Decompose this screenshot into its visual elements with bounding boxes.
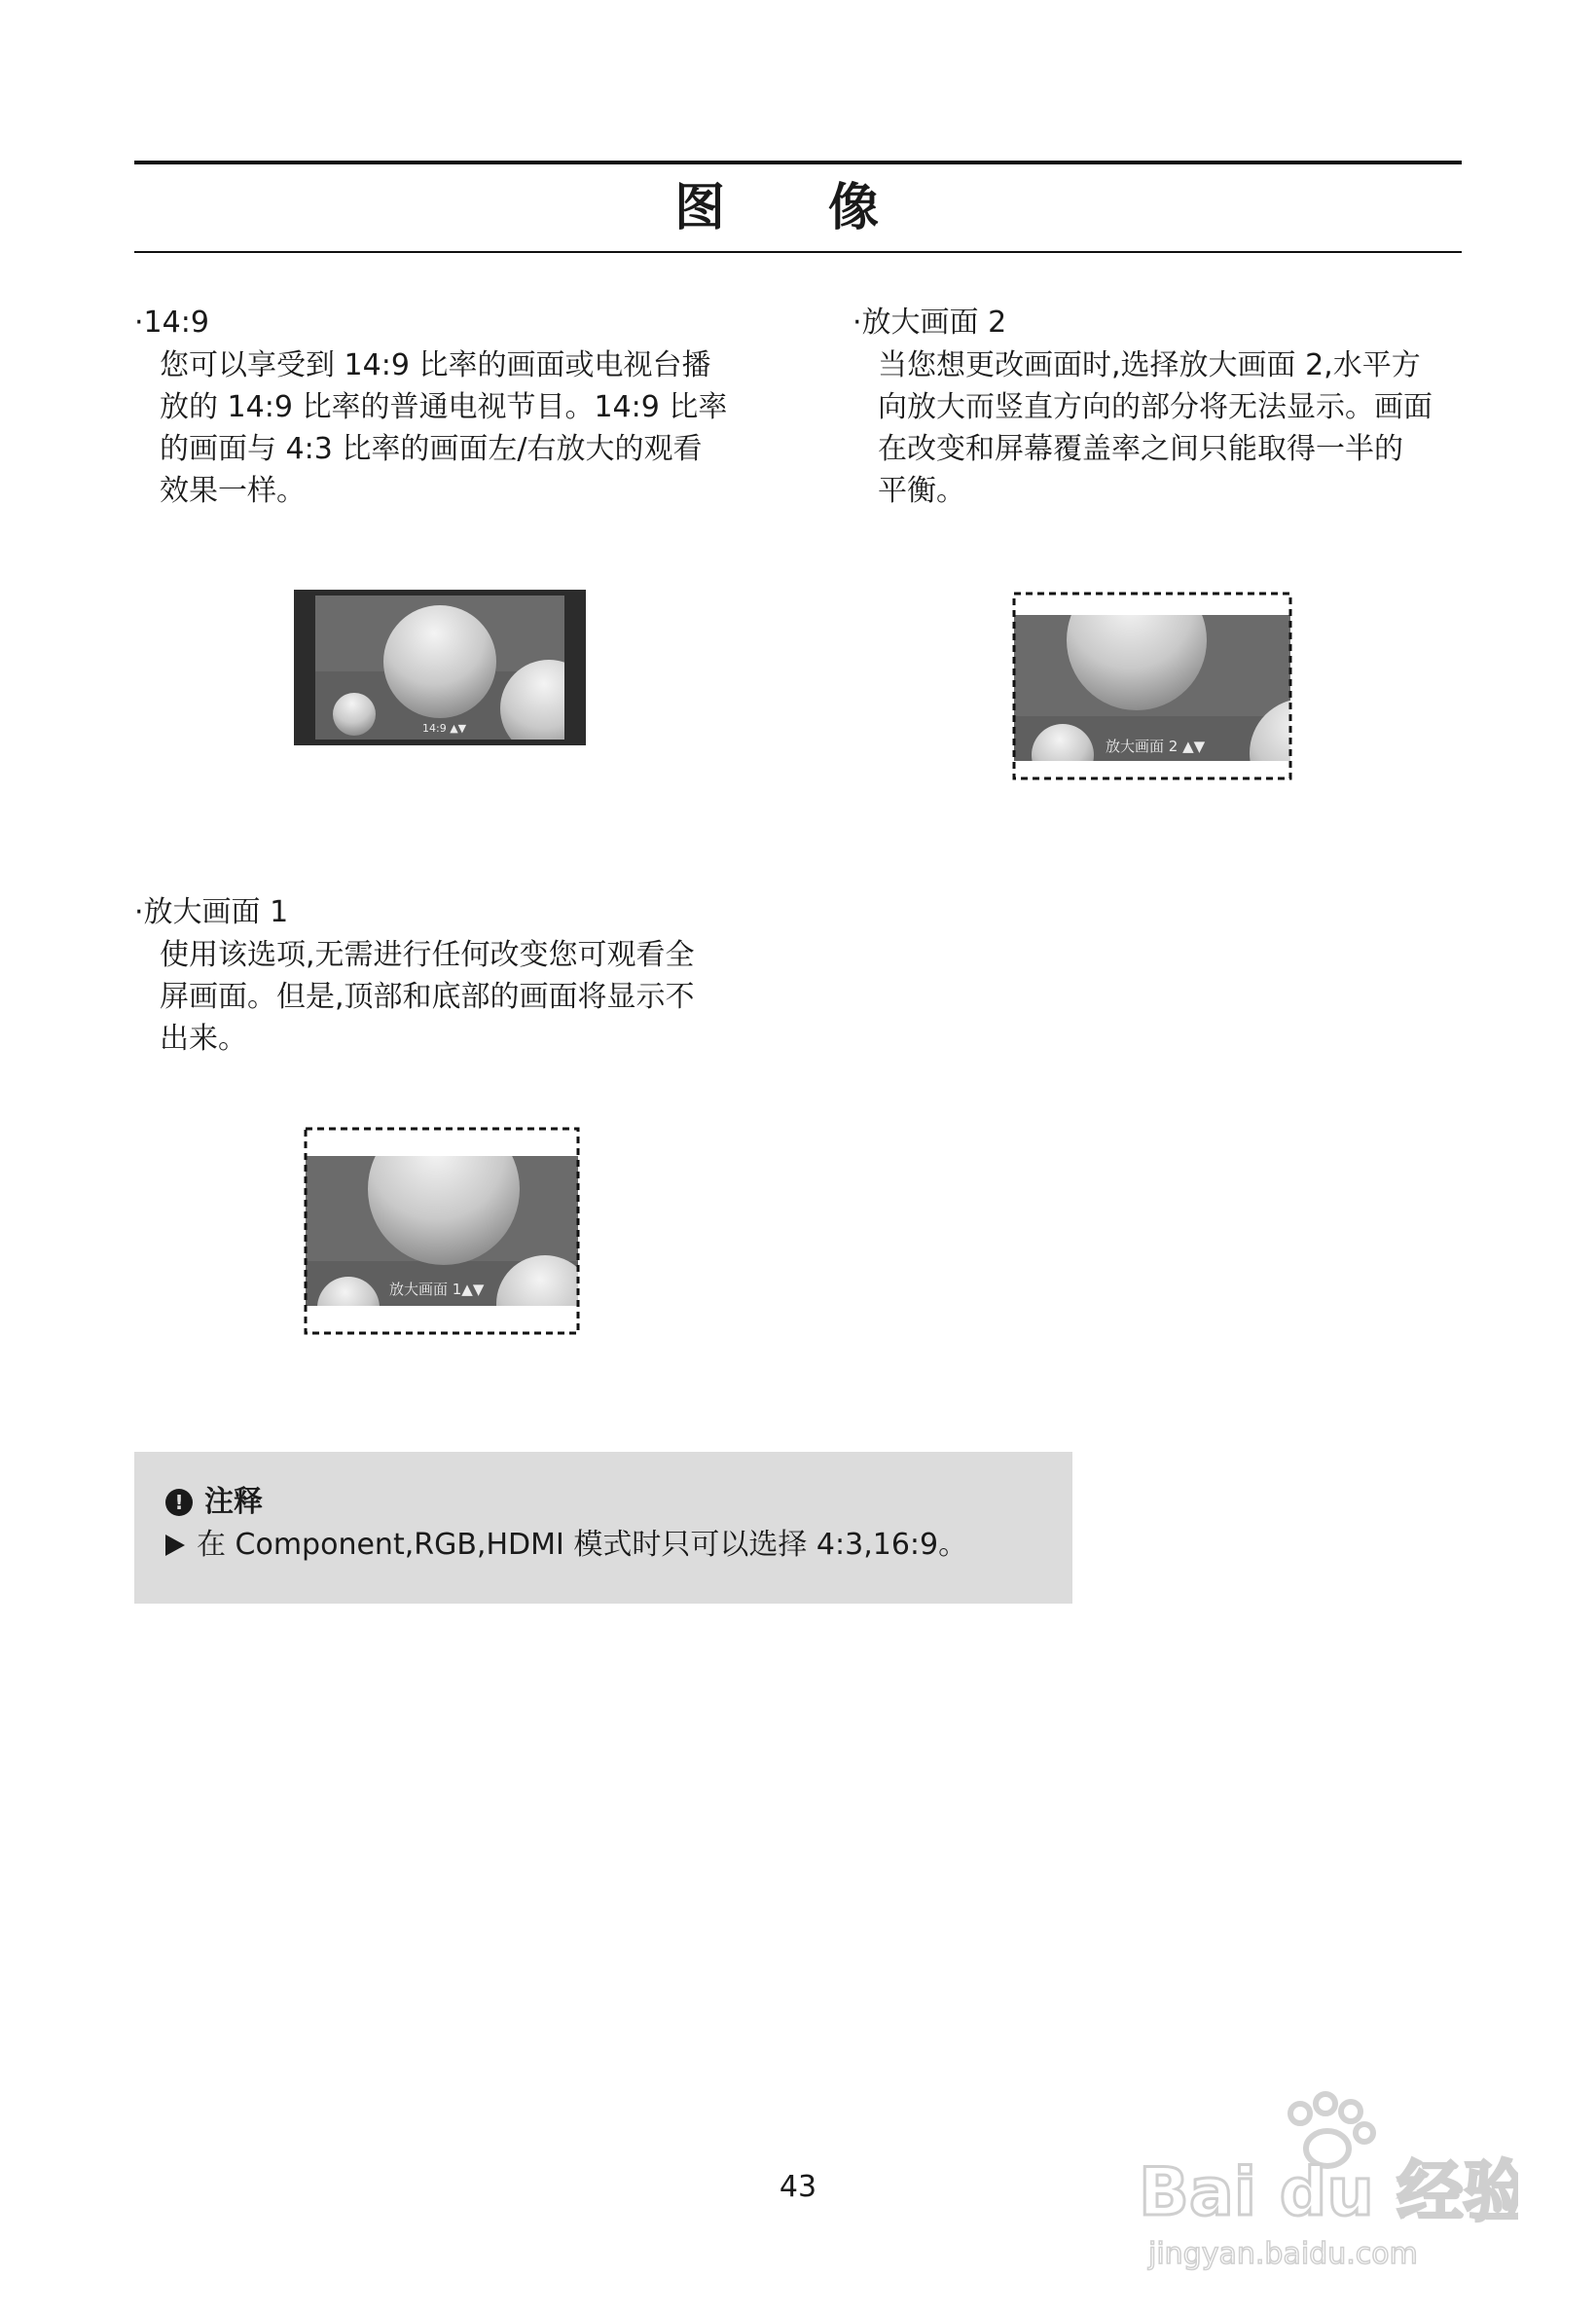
page-number: 43 (779, 2170, 817, 2204)
section-zoom-1 (134, 893, 757, 1060)
note-box (134, 1452, 1072, 1604)
note-item-text: 在 Component,RGB,HDMI 模式时只可以选择 4:3,16:9。 (197, 1528, 968, 1562)
body-line: 向放大而竖直方向的部分将无法显示。画面 (878, 390, 1433, 424)
figure-zoom-1-screen (304, 1125, 580, 1337)
section-body (852, 344, 1475, 512)
body-line: 在改变和屏幕覆盖率之间只能取得一半的 (878, 432, 1403, 466)
arrow-right-icon (165, 1535, 185, 1556)
body-line: 屏画面。但是,顶部和底部的画面将显示不 (160, 980, 695, 1014)
note-title (165, 1485, 263, 1520)
osd-label: 放大画面 1▲▼ (389, 1281, 485, 1298)
section-14-9 (134, 304, 757, 512)
body-line: 当您想更改画面时,选择放大画面 2,水平方 (878, 348, 1421, 382)
osd-label: 放大画面 2 ▲▼ (1106, 738, 1206, 755)
title-rule-bottom (134, 251, 1462, 253)
page-title: 图 像 (673, 179, 923, 237)
watermark-url: jingyan.baidu.com (1148, 2237, 1418, 2271)
section-heading: ·放大画面 2 (852, 306, 1007, 340)
body-line: 出来。 (160, 1022, 247, 1056)
body-line: 使用该选项,无需进行任何改变您可观看全 (160, 938, 695, 972)
figure-14-9-screen (294, 590, 586, 745)
body-line: 效果一样。 (160, 474, 306, 508)
osd-label: 14:9 ▲▼ (422, 722, 467, 735)
note-title-text: 注释 (204, 1485, 263, 1519)
note-item (165, 1528, 967, 1563)
section-body (134, 344, 757, 512)
body-line: 平衡。 (878, 474, 965, 508)
body-line: 放的 14:9 比率的普通电视节目。14:9 比率 (160, 390, 728, 424)
figure-zoom-2-screen (1012, 590, 1292, 780)
body-line: 的画面与 4:3 比率的画面左/右放大的观看 (160, 432, 703, 466)
title-rule-top (134, 161, 1462, 164)
section-heading: ·14:9 (134, 306, 209, 340)
info-icon: ! (165, 1489, 193, 1516)
section-zoom-2 (852, 304, 1475, 512)
watermark-brand: Bai du 经验 (1139, 2154, 1518, 2231)
section-heading: ·放大画面 1 (134, 895, 289, 929)
section-body (134, 934, 757, 1060)
baidu-watermark (1129, 2073, 1518, 2277)
body-line: 您可以享受到 14:9 比率的画面或电视台播 (160, 348, 711, 382)
